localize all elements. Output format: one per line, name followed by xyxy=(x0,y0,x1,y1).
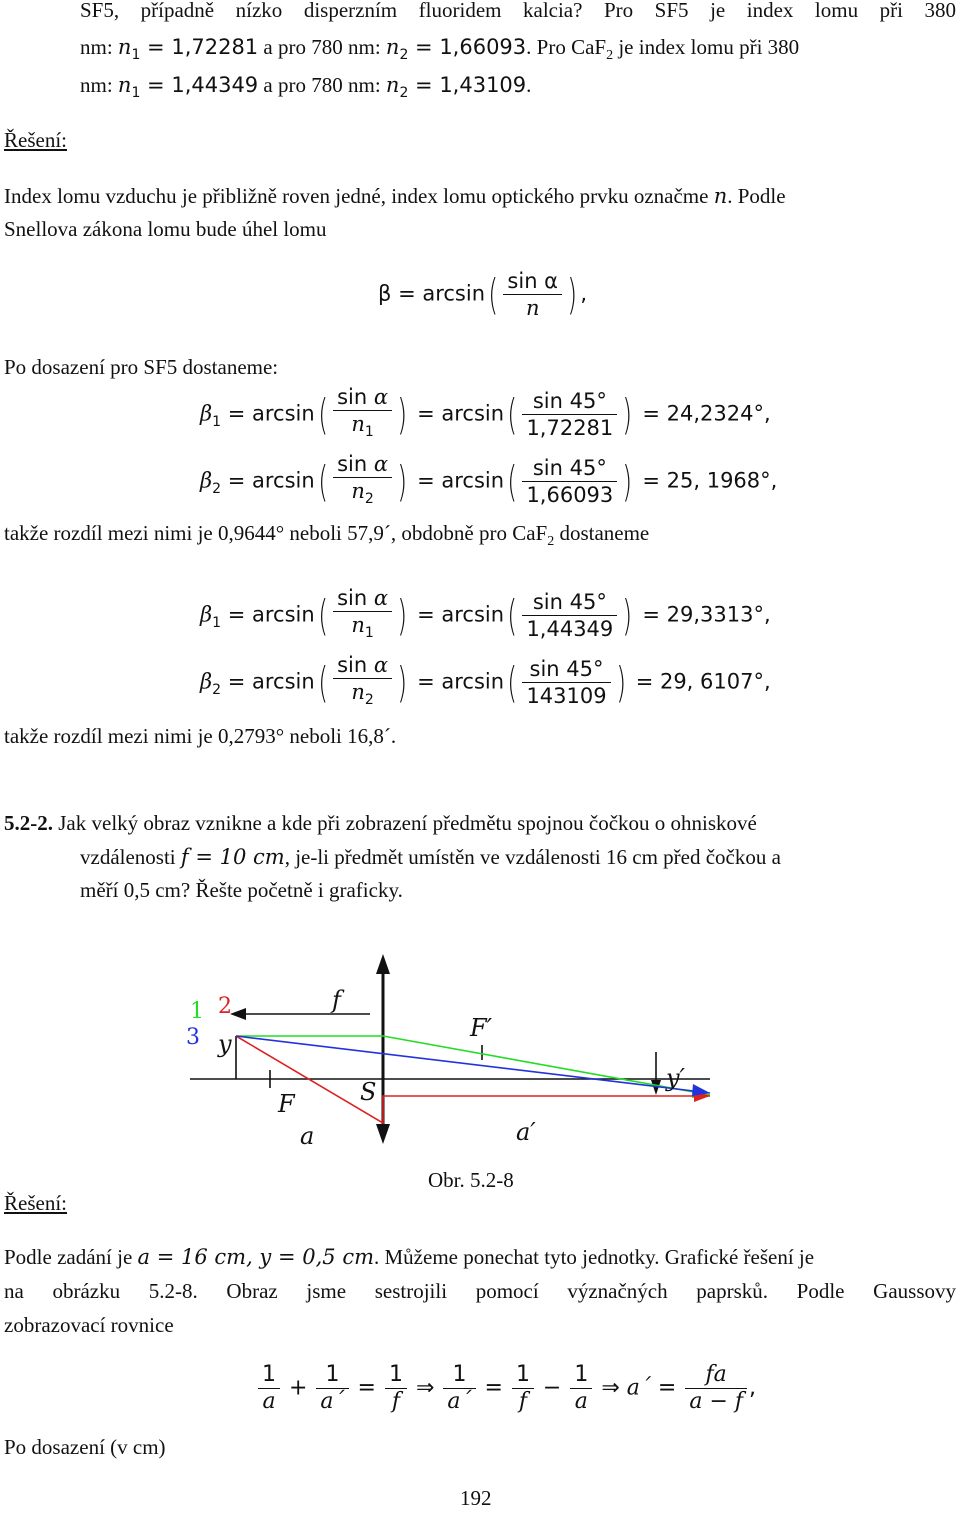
lens-arrow-top xyxy=(376,954,390,974)
text-given-line2: na obrázku 5.2-8. Obraz jsme sestrojili pomocí význačných paprsků. Podle Gaussovy xyxy=(4,1279,956,1303)
intro-line-3: nm: $n_1 = 1,44349$ a pro 780 nm: $n_2 = 1,43109$. xyxy=(80,73,532,102)
text-given-line1: Podle zadání je a = 16 cm, y = 0,5 cm. Můžeme ponechat tyto jednotky. Grafické řešení je xyxy=(4,1245,815,1269)
formula-snell: β = arcsin( $\frac{\text{sin α}}{n}$ ) , xyxy=(378,269,588,320)
equation-sf5-beta1: $\beta_1 = \arcsin$( $\frac{\text{sin α}}{n_1}$ ) = arcsin( $\frac{\sin 45^\circ}{1,72281}$ ) = 24,2324°, xyxy=(200,385,771,441)
equation-sf5-beta2: $\beta_2 = \arcsin$( $\frac{\text{sin α}}{n_2}$ ) = arcsin( $\frac{\sin 45^\circ}{1,66093}$ ) = 25, 1968°, xyxy=(200,452,778,508)
lens-arrow-bottom xyxy=(376,1124,390,1144)
ray-3 xyxy=(236,1036,710,1093)
figure-caption: Obr. 5.2-8 xyxy=(428,1168,514,1192)
solution-label: Řešení: xyxy=(4,128,67,152)
text-given-line3: zobrazovací rovnice xyxy=(4,1313,174,1337)
text-index-line1: Index lomu vzduchu je přibližně roven jedné, index lomu optického prvku označme n. Podle xyxy=(4,184,786,208)
intro-line-2: nm: $n_1 = 1,72281$ a pro 780 nm: $n_2 = 1,66093$. Pro CaF$_2$ je index lomu při 380 xyxy=(80,35,800,64)
problem-5-2-2-line1: 5.2-2. Jak velký obraz vznikne a kde při zobrazení předmětu spojnou čočkou o ohniskové xyxy=(4,811,757,835)
label-y: y xyxy=(218,1030,232,1058)
label-yp: y′ xyxy=(666,1064,686,1092)
text-index-line2: Snellova zákona lomu bude úhel lomu xyxy=(4,217,327,241)
text-diff-caf2: takže rozdíl mezi nimi je 0,2793° neboli 16,8´. xyxy=(4,724,397,748)
lens-diagram xyxy=(170,950,730,1150)
text-dosazeni: Po dosazení (v cm) xyxy=(4,1435,166,1459)
page-number: 192 xyxy=(460,1486,492,1510)
text-sf5: Po dosazení pro SF5 dostaneme: xyxy=(4,355,279,379)
gauss-equation: $\frac{1}{a}$ + $\frac{1}{a´}$ = $\frac{1}{f}$ ⇒ $\frac{1}{a´}$ = $\frac{1}{f}$ − $\frac{1}{a}$ ⇒ a´ = $\frac{fa}{a - f}$ , xyxy=(256,1362,756,1415)
equation-caf2-beta1: $\beta_1 = \arcsin$( $\frac{\text{sin α}}{n_1}$ ) = arcsin( $\frac{\sin 45^\circ}{1,44349}$ ) = 29,3313°, xyxy=(200,586,771,642)
label-Fp: F′ xyxy=(470,1014,493,1042)
problem-5-2-2-line2: vzdálenosti f = 10 cm, je-li předmět umístěn ve vzdálenosti 16 cm před čočkou a xyxy=(80,845,781,869)
label-F: F xyxy=(278,1090,295,1118)
label-ray-1: 1 xyxy=(190,999,204,1024)
label-S: S xyxy=(360,1078,377,1106)
label-ray-3: 3 xyxy=(186,1025,200,1050)
focal-length-arrow xyxy=(230,1008,246,1020)
label-ap: a′ xyxy=(516,1118,536,1146)
label-ray-2: 2 xyxy=(218,994,232,1019)
intro-line-1: SF5, případně nízko disperzním fluoridem kalcia? Pro SF5 je index lomu při 380 xyxy=(80,0,956,22)
label-a: a xyxy=(300,1122,315,1150)
label-f: f xyxy=(332,986,341,1014)
solution-label-2: Řešení: xyxy=(4,1191,67,1215)
text-diff-sf5: takže rozdíl mezi nimi je 0,9644° neboli 57,9´, obdobně pro CaF$_2$ dostaneme xyxy=(4,521,650,550)
equation-caf2-beta2: $\beta_2 = \arcsin$( $\frac{\text{sin α}}{n_2}$ ) = arcsin( $\frac{\sin 45^\circ}{143109}$ ) = 29, 6107°, xyxy=(200,653,771,709)
problem-5-2-2-line3: měří 0,5 cm? Řešte početně i graficky. xyxy=(80,878,403,902)
